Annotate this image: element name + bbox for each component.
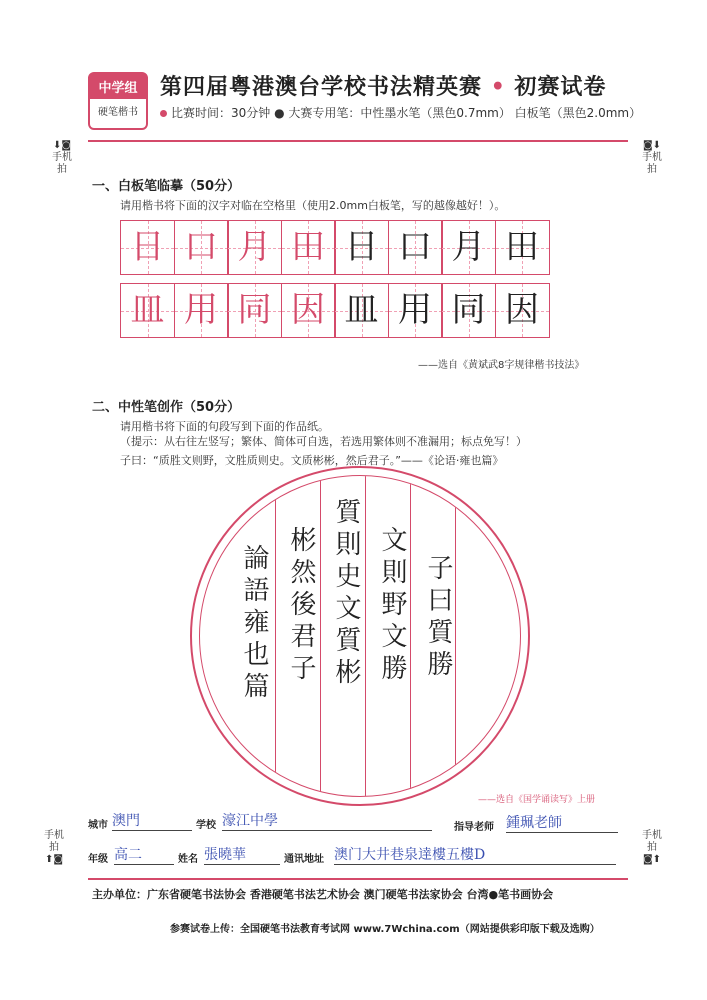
camera-icon: ◙⬇ (642, 140, 662, 151)
group-badge (88, 72, 148, 130)
model-cell: 同 (227, 283, 282, 338)
artwork-column-2: 文則野文勝 (377, 526, 407, 686)
column-divider (275, 476, 276, 796)
answer-cell: 皿 (334, 283, 389, 338)
city-field[interactable]: 澳門 (112, 810, 192, 831)
model-cell: 因 (281, 283, 336, 338)
grade-label: 年级 (88, 854, 108, 865)
header-divider (88, 140, 628, 142)
section2-instruction-2: （提示：从右往左竖写；繁体、简体可自选，若选用繁体则不准漏用；标点免写！） (120, 435, 527, 448)
section2-quote: 子曰：“质胜文则野，文胜质则史。文质彬彬，然后君子。”——《论语·雍也篇》 (120, 454, 504, 467)
subtitle: 比赛时间：30分钟 ● 大赛专用笔：中性墨水笔（黑色0.7mm） 白板笔（黑色2.0mm） (160, 104, 641, 121)
model-cell: 日 (120, 220, 175, 275)
city-label: 城市 (88, 820, 108, 831)
title-suffix: 初赛试卷 (514, 74, 607, 100)
answer-cell: 田 (495, 220, 550, 275)
answer-cell: 月 (441, 220, 496, 275)
organizers: 主办单位：广东省硬笔书法协会 香港硬笔书法艺术协会 澳门硬笔书法家协会 台湾●笔书画协会 (92, 888, 554, 901)
column-divider (365, 476, 366, 796)
side-note-top-right: ◙⬇ 手机拍 (642, 140, 662, 175)
artwork-column-3: 質則史文質彬 (331, 498, 361, 690)
grid-row-2 (120, 283, 548, 338)
model-cell: 口 (174, 220, 229, 275)
student-info-form (88, 810, 628, 870)
section1-instruction: 请用楷书将下面的汉字对临在空格里（使用2.0mm白板笔，写的越像越好！）。 (120, 199, 506, 212)
camera-icon: ⬇◙ (52, 140, 72, 151)
grid-row-1 (120, 220, 548, 275)
camera-icon: ⬆◙ (44, 854, 64, 865)
school-label: 学校 (196, 820, 216, 831)
name-label: 姓名 (178, 854, 198, 865)
column-divider (320, 476, 321, 796)
model-cell: 月 (227, 220, 282, 275)
title-dot: • (490, 74, 506, 100)
artwork-column-4: 彬然後君子 (286, 526, 316, 686)
side-note-bottom-left: 手机拍 ⬆◙ (44, 830, 64, 865)
page-title: 第四届粤港澳台学校书法精英赛 • 初赛试卷 (160, 74, 607, 100)
artwork-column-5: 論語雍也篇 (239, 544, 269, 704)
badge-style: 硬笔楷书 (98, 107, 138, 118)
answer-cell: 口 (388, 220, 443, 275)
section1-source: ——选自《黄斌武8字规律楷书技法》 (418, 360, 585, 371)
answer-cell: 因 (495, 283, 550, 338)
section2-instruction-1: 请用楷书将下面的句段写到下面的作品纸。 (120, 420, 329, 433)
section2-heading: 二、中性笔创作（50分） (92, 400, 241, 415)
badge-group: 中学组 (90, 74, 146, 99)
model-cell: 皿 (120, 283, 175, 338)
teacher-label: 指导老师 (454, 822, 494, 833)
practice-grid (120, 220, 548, 338)
grade-field[interactable]: 高二 (114, 844, 174, 865)
camera-icon: ◙⬆ (642, 854, 662, 865)
answer-cell: 用 (388, 283, 443, 338)
school-field[interactable]: 濠江中學 (222, 810, 432, 831)
address-label: 通讯地址 (284, 854, 324, 865)
artwork-column-1: 子曰質勝 (423, 554, 453, 682)
model-cell: 田 (281, 220, 336, 275)
section2-source: ——选自《国学诵读写》上册 (478, 795, 596, 805)
section1-heading: 一、白板笔临摹（50分） (92, 179, 241, 194)
footer-divider (88, 878, 628, 880)
name-field[interactable]: 張曉華 (204, 844, 280, 865)
artwork-circle (199, 475, 521, 797)
bullet-icon (160, 110, 167, 117)
side-note-bottom-right: 手机拍 ◙⬆ (642, 830, 662, 865)
answer-cell: 同 (441, 283, 496, 338)
address-field[interactable]: 澳门大井巷泉達樓五樓D (334, 844, 616, 865)
upload-info: 参赛试卷上传：全国硬笔书法教育考试网 www.7Wchina.com（网站提供彩印版下载及选购） (170, 924, 600, 935)
side-note-top-left: ⬇◙ 手机拍 (52, 140, 72, 175)
model-cell: 用 (174, 283, 229, 338)
answer-cell: 日 (334, 220, 389, 275)
teacher-field[interactable]: 鍾珮老師 (506, 812, 618, 833)
